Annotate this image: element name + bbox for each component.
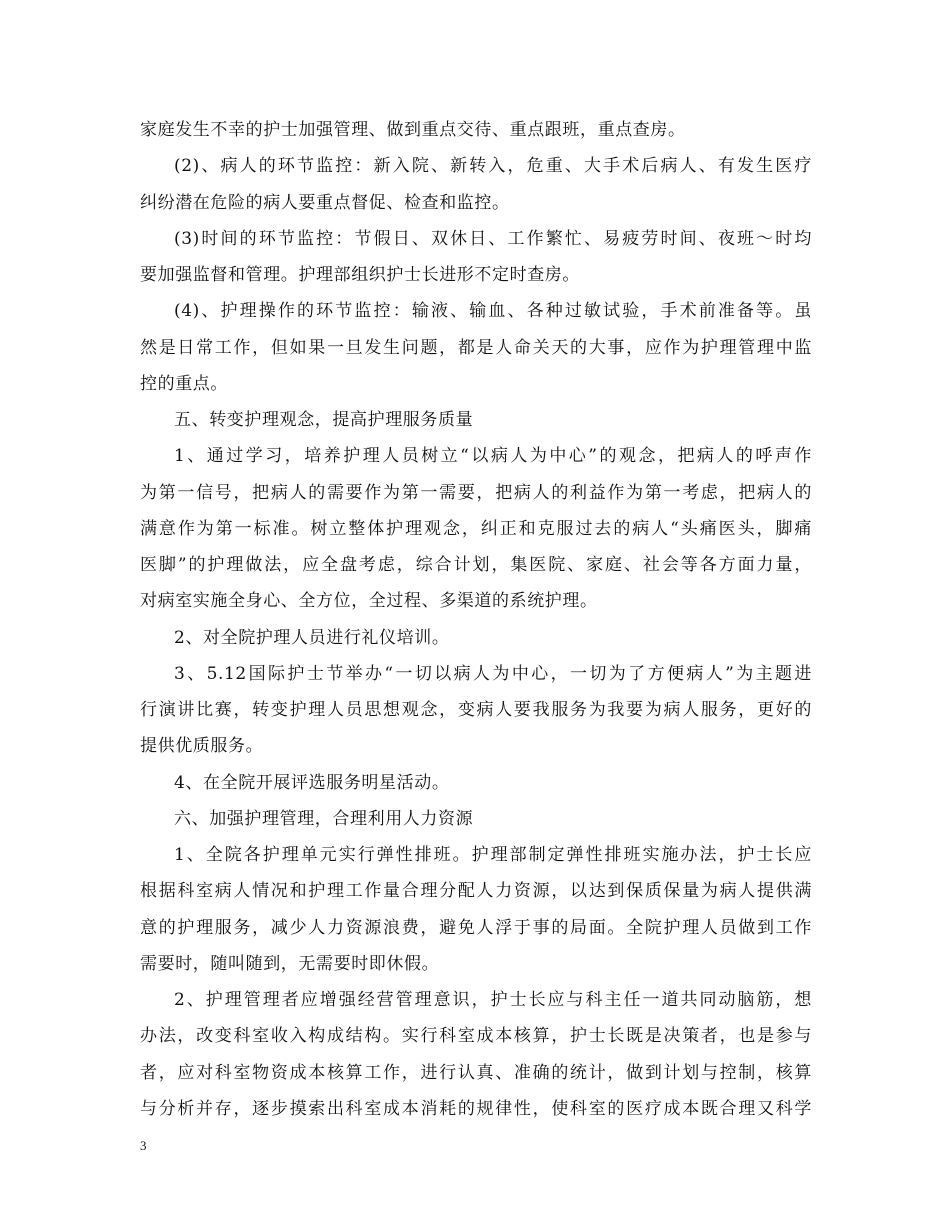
text-line: 需要时，随叫随到，无需要时即休假。 [140, 953, 440, 974]
text-line: 控的重点。 [140, 373, 228, 394]
text-line: 要加强监督和管理。护理部组织护士长进形不定时查房。 [140, 265, 580, 285]
text-line: (3)时间的环节监控：节假日、双休日、工作繁忙、易疲劳时间、夜班～时均 [174, 228, 812, 249]
text-line: 纠纷潜在危险的病人要重点督促、检查和监控。 [140, 192, 510, 213]
text-line: 办法，改变科室收入构成结构。实行科室成本核算，护士长既是决策者，也是参与 [140, 1026, 812, 1047]
text-line: 与分析并存，逐步摸索出科室成本消耗的规律性，使科室的医疗成本既合理又科学 [140, 1098, 812, 1119]
text-line: 者，应对科室物资成本核算工作，进行认真、准确的统计，做到计划与控制，核算 [140, 1062, 812, 1083]
text-line: 意的护理服务，减少人力资源浪费，避免人浮于事的局面。全院护理人员做到工作 [140, 917, 812, 938]
text-line: 对病室实施全身心、全方位，全过程、多渠道的系统护理。 [140, 591, 598, 612]
text-line: 家庭发生不幸的护士加强管理、做到重点交待、重点跟班，重点查房。 [140, 120, 686, 140]
text-line: 六、加强护理管理，合理利用人力资源 [174, 808, 474, 829]
text-line: 根据科室病人情况和护理工作量合理分配人力资源，以达到保质保量为病人提供满 [140, 881, 812, 902]
text-line: 2、对全院护理人员进行礼仪培训。 [174, 627, 450, 648]
document-body [140, 112, 812, 1127]
text-line: 1、通过学习，培养护理人员树立“以病人为中心”的观念，把病人的呼声作 [174, 446, 812, 467]
text-line: 满意作为第一标准。树立整体护理观念，纠正和克服过去的病人“头痛医头，脚痛 [140, 518, 812, 539]
text-line: 医脚”的护理做法，应全盘考虑，综合计划，集医院、家庭、社会等各方面力量， [140, 555, 812, 575]
text-line: 提供优质服务。 [140, 736, 264, 757]
text-line: 五、转变护理观念，提高护理服务质量 [174, 410, 474, 430]
text-line: 行演讲比赛，转变护理人员思想观念，变病人要我服务为我要为病人服务，更好的 [140, 700, 812, 720]
text-line: 为第一信号，把病人的需要作为第一需要，把病人的利益作为第一考虑，把病人的 [140, 482, 812, 503]
text-line: 1、全院各护理单元实行弹性排班。护理部制定弹性排班实施办法，护士长应 [174, 845, 812, 865]
text-line: 然是日常工作，但如果一旦发生问题，都是人命关天的大事，应作为护理管理中监 [140, 337, 812, 358]
text-line: 2、护理管理者应增强经营管理意识，护士长应与科主任一道共同动脑筋，想 [174, 990, 812, 1010]
text-line: 4、在全院开展评选服务明星活动。 [174, 772, 450, 793]
page-number: 3 [140, 1138, 147, 1153]
text-line: (4)、护理操作的环节监控：输液、输血、各种过敏试验，手术前准备等。虽 [174, 301, 812, 322]
text-line: (2)、病人的环节监控：新入院、新转入，危重、大手术后病人、有发生医疗 [174, 156, 812, 177]
text-line: 3、5.12国际护士节举办“一切以病人为中心，一切为了方便病人”为主题进 [174, 663, 812, 684]
